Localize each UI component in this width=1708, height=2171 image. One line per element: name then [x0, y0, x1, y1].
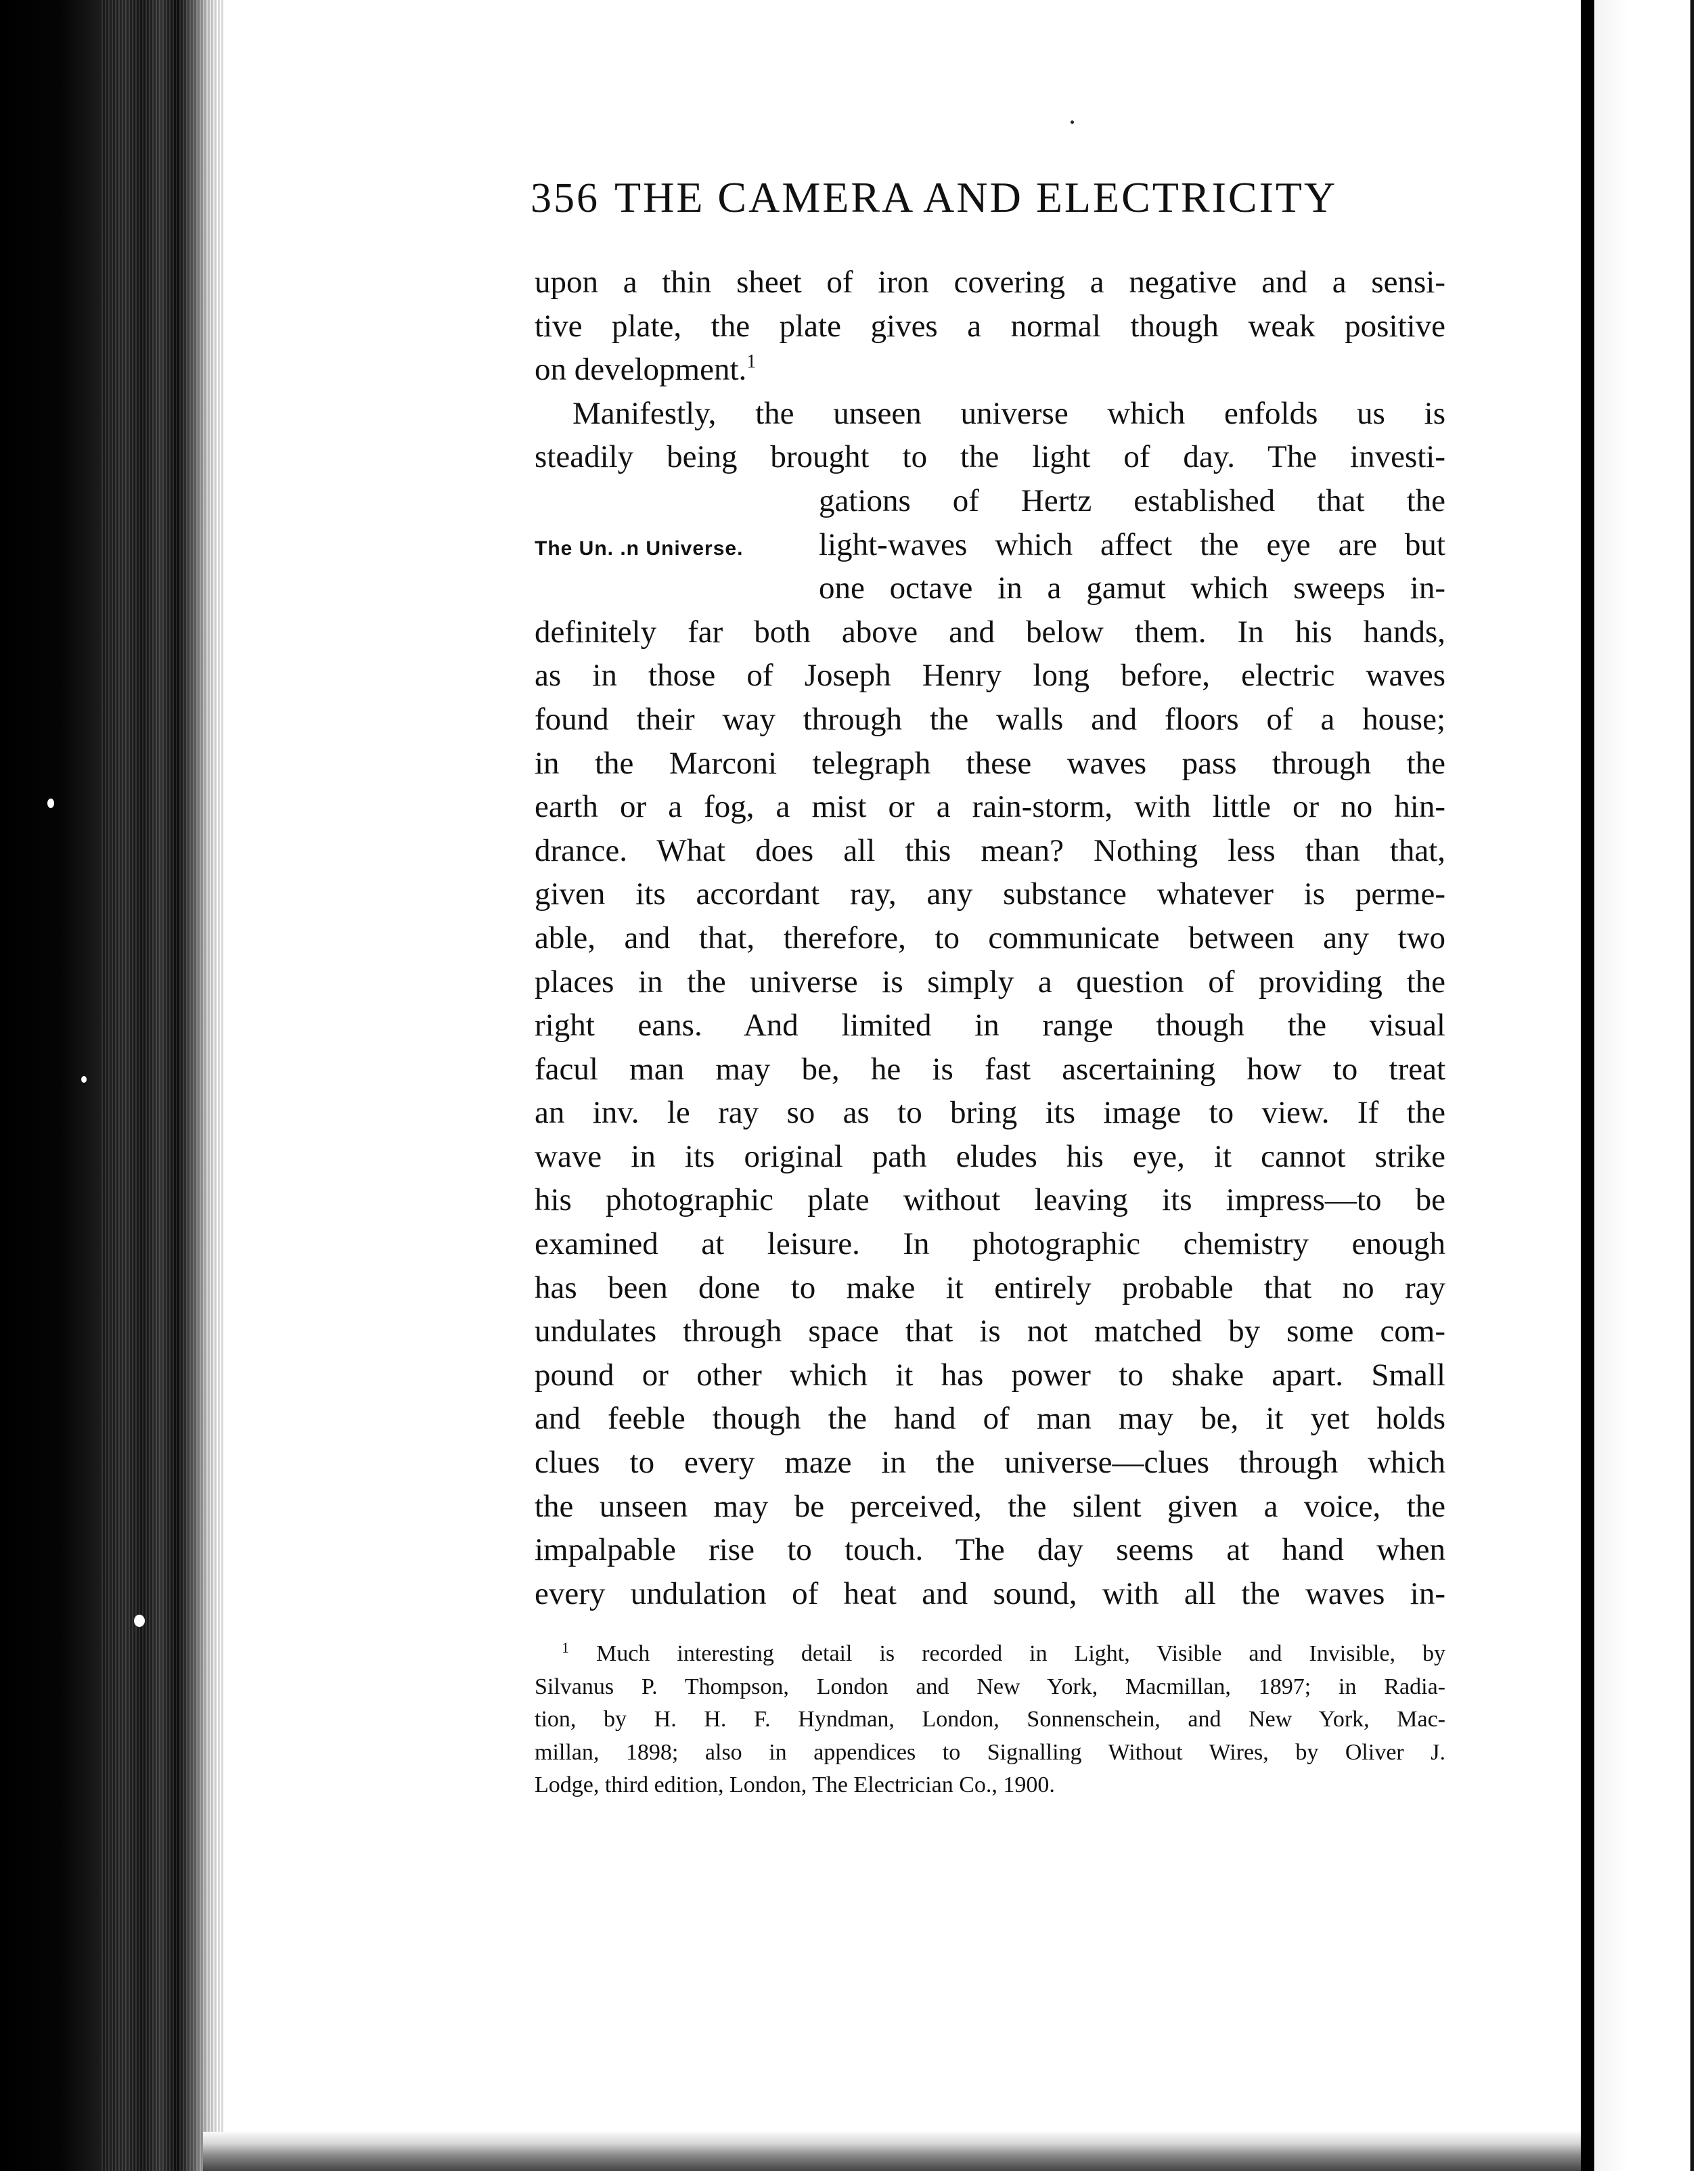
text-line: given its accordant ray, any substance whatever is perme-	[535, 876, 1445, 912]
text-line	[535, 348, 1445, 392]
text-line: undulates through space that is not matched by some com-	[535, 1314, 1445, 1349]
text-line: an inv. le ray so as to bring its image to view. If the	[535, 1095, 1445, 1131]
footnote	[535, 1638, 1445, 1802]
text-line: every undulation of heat and sound, with all the waves in-	[535, 1575, 1445, 1611]
text-line: examined at leisure. In photographic chemistry enough	[535, 1226, 1445, 1262]
text-line: gations of Hertz established that the	[819, 483, 1445, 518]
footnote-reference: 1	[746, 351, 757, 373]
sidenote: The Un. .n Universe.	[535, 537, 744, 560]
footnote-line: Lodge, third edition, London, The Electrician Co., 1900.	[535, 1772, 1055, 1797]
text-line: steadily being brought to the light of day. The investi-	[535, 439, 1445, 475]
footnote-line: millan, 1898; also in appendices to Signalling Without Wires, by Oliver J.	[535, 1739, 1445, 1765]
text-line: Manifestly, the unseen universe which enfolds us is	[572, 395, 1445, 431]
text-line: earth or a fog, a mist or a rain-storm, with little or no hin-	[535, 789, 1445, 825]
text-line: his photographic plate without leaving its impress—to be	[535, 1182, 1445, 1218]
text-line: the unseen may be perceived, the silent given a voice, the	[535, 1488, 1445, 1524]
footnote-line: tion, by H. H. F. Hyndman, London, Sonnenschein, and New York, Mac-	[535, 1707, 1445, 1732]
page-number: 356	[531, 175, 600, 221]
text-line: right eans. And limited in range though the visual	[535, 1008, 1445, 1044]
footnote-line	[535, 1638, 1445, 1671]
text-line: able, and that, therefore, to communicate between any two	[535, 920, 1445, 956]
text-line: light-waves which affect the eye are but	[819, 527, 1445, 562]
text-line: tive plate, the plate gives a normal though weak positive	[535, 308, 1445, 344]
text-line-content: on development.	[535, 352, 747, 388]
text-line: found their way through the walls and floors of a house;	[535, 701, 1445, 737]
right-edge-rule	[1690, 0, 1694, 2171]
text-line: drance. What does all this mean? Nothing less than that,	[535, 832, 1445, 868]
scan-speck	[81, 1076, 87, 1083]
body-text	[535, 261, 1445, 1615]
text-line: pound or other which it has power to shake apart. Small	[535, 1357, 1445, 1393]
text-line: clues to every maze in the universe—clues through which	[535, 1445, 1445, 1481]
text-line: wave in its original path eludes his eye, it cannot strike	[535, 1138, 1445, 1174]
text-line: and feeble though the hand of man may be, it yet holds	[535, 1401, 1445, 1437]
text-line: definitely far both above and below them. In his hands,	[535, 614, 1445, 650]
footnote-line-content: Much interesting detail is recorded in Light, Visible and Invisible, by	[596, 1641, 1445, 1666]
text-line: facul man may be, he is fast ascertaining how to treat	[535, 1051, 1445, 1087]
scan-dot	[1071, 120, 1074, 124]
right-page-border	[1581, 0, 1594, 2171]
scan-speck	[47, 799, 54, 808]
text-line: in the Marconi telegraph these waves pass through the	[535, 745, 1445, 781]
running-head	[531, 173, 1437, 223]
footnote-marker: 1	[562, 1639, 569, 1656]
text-line: places in the universe is simply a question of providing the	[535, 964, 1445, 1000]
footnote-line: Silvanus P. Thompson, London and New York, Macmillan, 1897; in Radia-	[535, 1674, 1445, 1699]
text-line: upon a thin sheet of iron covering a negative and a sensi-	[535, 265, 1445, 300]
text-line: as in those of Joseph Henry long before, electric waves	[535, 658, 1445, 694]
running-title: THE CAMERA AND ELECTRICITY	[614, 173, 1338, 221]
text-line: has been done to make it entirely probable that no ray	[535, 1270, 1445, 1305]
page-edge-stripes	[102, 0, 223, 2171]
page-bottom-edge	[203, 2132, 1583, 2171]
scan-speck	[134, 1615, 145, 1627]
text-line: impalpable rise to touch. The day seems at hand when	[535, 1532, 1445, 1568]
text-line: one octave in a gamut which sweeps in-	[819, 570, 1445, 606]
sidenote-row	[535, 523, 1445, 567]
